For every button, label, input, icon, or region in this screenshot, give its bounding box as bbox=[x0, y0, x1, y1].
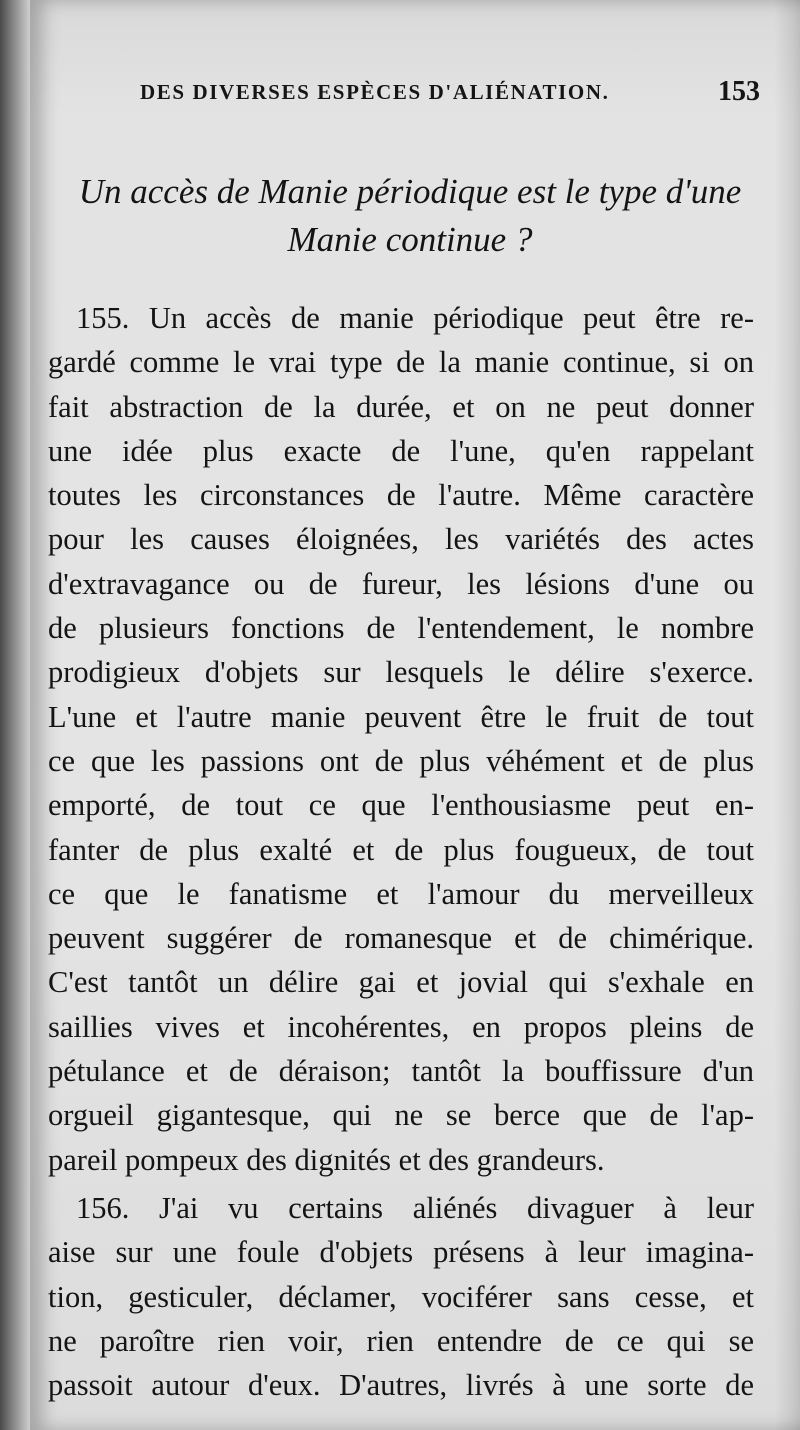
page-edge-shadow bbox=[774, 0, 800, 1430]
text-line: orgueil gigantesque, qui ne se berce que de l'ap- bbox=[48, 1098, 754, 1133]
text-line: emporté, de tout ce que l'enthousiasme peut en- bbox=[48, 788, 754, 823]
text-line: gardé comme le vrai type de la manie continue, si on bbox=[48, 345, 754, 380]
text-line: ne paroître rien voir, rien entendre de ce qui se bbox=[48, 1323, 754, 1358]
text-line: pour les causes éloignées, les variétés des actes bbox=[48, 522, 754, 557]
text-line: tion, gesticuler, déclamer, vociférer sans cesse, et bbox=[48, 1279, 754, 1314]
body-text bbox=[48, 296, 754, 1407]
text-line: 155. Un accès de manie périodique peut être re- bbox=[76, 301, 754, 335]
text-line: passoit autour d'eux. D'autres, livrés à une sorte de bbox=[48, 1368, 754, 1403]
text-line: fanter de plus exalté et de plus fougueux, de tout bbox=[48, 832, 754, 867]
text-line: de plusieurs fonctions de l'entendement, le nombre bbox=[48, 611, 754, 646]
running-head: DES DIVERSES ESPÈCES D'ALIÉNATION. bbox=[140, 80, 610, 104]
text-line: ce que le fanatisme et l'amour du merveilleux bbox=[48, 876, 754, 911]
paragraph-155 bbox=[48, 296, 754, 1182]
text-line: aise sur une foule d'objets présens à leur imagina- bbox=[48, 1235, 754, 1270]
paragraph-156 bbox=[48, 1186, 754, 1407]
page-number: 153 bbox=[718, 76, 760, 107]
text-line: prodigieux d'objets sur lesquels le délire s'exerce. bbox=[48, 655, 754, 690]
text-line: 156. J'ai vu certains aliénés divaguer à leur bbox=[76, 1190, 754, 1225]
section-title-line: Manie continue ? bbox=[287, 220, 533, 259]
section-title-line: Un accès de Manie périodique est le type d'une bbox=[78, 172, 742, 211]
page-header bbox=[140, 76, 760, 120]
text-line: C'est tantôt un délire gai et jovial qui s'exhale en bbox=[48, 965, 754, 1000]
text-line: pareil pompeux des dignités et des grandeurs. bbox=[48, 1142, 605, 1177]
text-line: d'extravagance ou de fureur, les lésions d'une ou bbox=[48, 566, 754, 601]
text-line: saillies vives et incohérentes, en propos pleins de bbox=[48, 1009, 754, 1044]
section-title bbox=[60, 168, 760, 264]
text-line: fait abstraction de la durée, et on ne peut donner bbox=[48, 389, 754, 424]
text-line: une idée plus exacte de l'une, qu'en rappelant bbox=[48, 433, 754, 468]
text-line: peuvent suggérer de romanesque et de chimérique. bbox=[48, 921, 754, 956]
text-line: L'une et l'autre manie peuvent être le fruit de tout bbox=[48, 699, 754, 734]
text-line: toutes les circonstances de l'autre. Même caractère bbox=[48, 478, 754, 513]
text-line: pétulance et de déraison; tantôt la bouffissure d'un bbox=[48, 1054, 754, 1089]
text-line: ce que les passions ont de plus véhément et de plus bbox=[48, 743, 754, 778]
